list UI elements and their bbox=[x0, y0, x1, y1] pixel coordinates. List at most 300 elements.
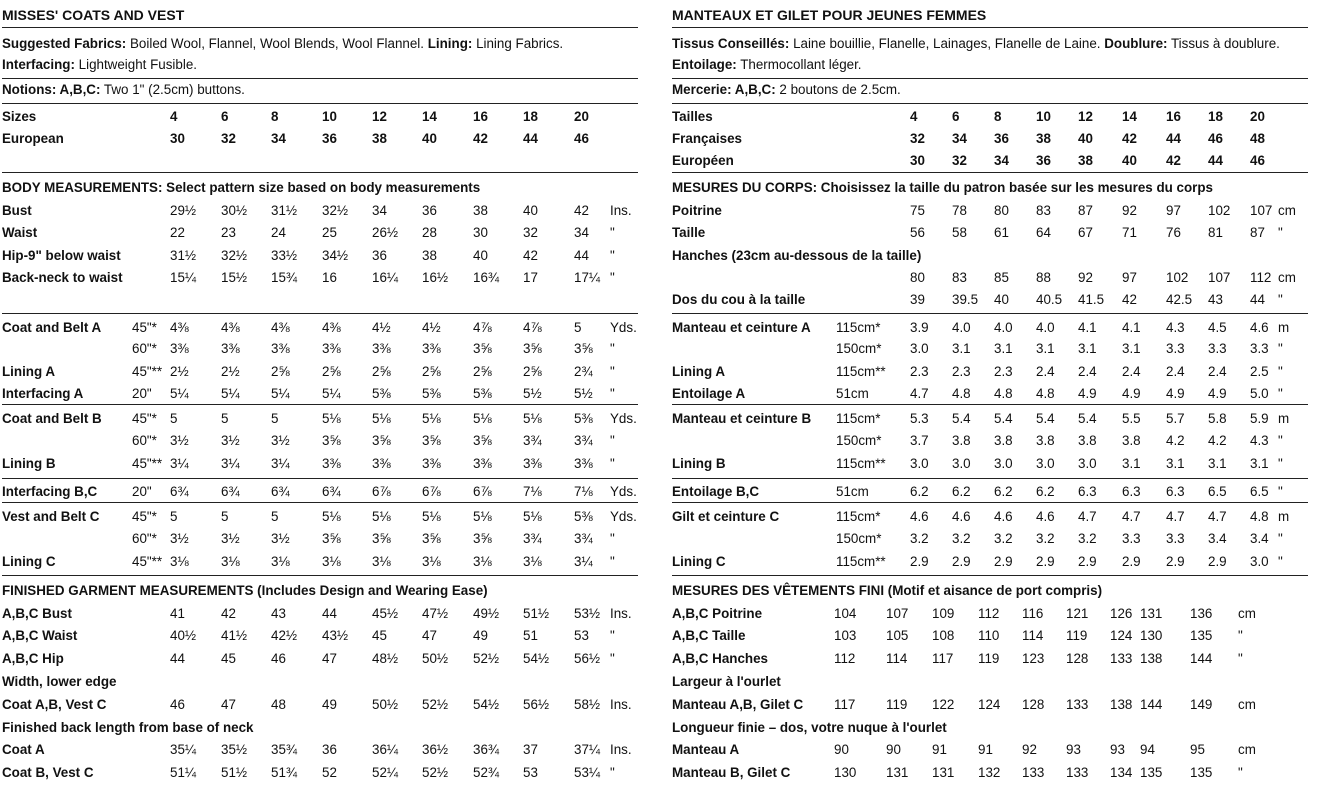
value-cell: 2.4 bbox=[1208, 364, 1227, 379]
value-cell: 131 bbox=[886, 765, 909, 780]
value-cell: 25 bbox=[322, 225, 337, 240]
value-cell: 6.3 bbox=[1078, 484, 1097, 499]
fabrics-label: Tissus Conseillés: bbox=[672, 36, 790, 51]
unit: " bbox=[610, 628, 615, 643]
fabric-width: 60"* bbox=[132, 341, 157, 356]
value-cell: 3.1 bbox=[952, 341, 971, 356]
unit: " bbox=[1278, 484, 1283, 499]
value-cell: 4.9 bbox=[1122, 386, 1141, 401]
row-label: Interfacing A bbox=[2, 386, 84, 401]
value-cell: 16½ bbox=[422, 270, 449, 285]
value-cell: 3⅛ bbox=[271, 554, 290, 569]
value-cell: 16¼ bbox=[372, 270, 399, 285]
value-cell: 114 bbox=[886, 651, 908, 666]
value-cell: 16 bbox=[1166, 109, 1181, 124]
value-cell: 91 bbox=[978, 742, 993, 757]
value-cell: 38 bbox=[473, 203, 488, 218]
value-cell: 3.9 bbox=[910, 320, 929, 335]
value-cell: 3⅜ bbox=[221, 341, 240, 356]
value-cell: 40 bbox=[1078, 131, 1093, 146]
value-cell: 3⅝ bbox=[473, 433, 492, 448]
value-cell: 110 bbox=[978, 628, 1000, 643]
divider bbox=[2, 404, 638, 405]
value-cell: 45½ bbox=[372, 606, 399, 621]
value-cell: 8 bbox=[271, 109, 279, 124]
row-label: Entoilage A bbox=[672, 386, 746, 401]
fabric-width: 115cm** bbox=[836, 364, 886, 379]
fabric-width: 150cm* bbox=[836, 341, 882, 356]
finished-header-text: MESURES DES VÊTEMENTS FINI (Motif et aisance de port compris) bbox=[672, 583, 1103, 598]
value-cell: 3.2 bbox=[994, 531, 1013, 546]
value-cell: 6¾ bbox=[170, 484, 189, 499]
value-cell: 5.4 bbox=[994, 411, 1013, 426]
value-cell: 4.2 bbox=[1208, 433, 1227, 448]
yardage-row bbox=[672, 383, 1308, 405]
yardage-row bbox=[672, 361, 1308, 383]
value-cell: 3⅛ bbox=[322, 554, 341, 569]
value-cell: 92 bbox=[1022, 742, 1037, 757]
value-cell: 49 bbox=[322, 697, 337, 712]
value-cell: 10 bbox=[322, 109, 337, 124]
interfacing bbox=[2, 54, 638, 76]
value-cell: 35½ bbox=[221, 742, 248, 757]
value-cell: 5⅛ bbox=[372, 411, 391, 426]
value-cell: 138 bbox=[1140, 651, 1163, 666]
row-label: Françaises bbox=[672, 131, 742, 146]
sizes-row bbox=[672, 106, 1308, 128]
value-cell: 4.7 bbox=[1078, 509, 1097, 524]
unit: " bbox=[610, 765, 615, 780]
value-cell: 30 bbox=[910, 153, 925, 168]
value-cell: 44 bbox=[1208, 153, 1223, 168]
unit: " bbox=[610, 531, 615, 546]
value-cell: 44 bbox=[322, 606, 337, 621]
value-cell: 3.3 bbox=[1166, 341, 1185, 356]
value-cell: 38 bbox=[1036, 131, 1051, 146]
value-cell: 2.4 bbox=[1036, 364, 1055, 379]
divider bbox=[2, 103, 638, 104]
value-cell: 3.3 bbox=[1122, 531, 1141, 546]
value-cell: 40.5 bbox=[1036, 292, 1063, 307]
value-cell: 2.9 bbox=[1166, 554, 1185, 569]
finished-measurements-header bbox=[2, 580, 638, 602]
length-row bbox=[2, 739, 638, 761]
value-cell: 36 bbox=[322, 742, 337, 757]
value-cell: 104 bbox=[834, 606, 857, 621]
yardage-row bbox=[2, 528, 638, 550]
value-cell: 20 bbox=[574, 109, 589, 124]
value-cell: 124 bbox=[1110, 628, 1133, 643]
value-cell: 6.5 bbox=[1208, 484, 1227, 499]
value-cell: 4.8 bbox=[1036, 386, 1055, 401]
value-cell: 3⅜ bbox=[322, 341, 341, 356]
unit: " bbox=[610, 456, 615, 471]
value-cell: 16 bbox=[473, 109, 488, 124]
row-label: Dos du cou à la taille bbox=[672, 292, 806, 307]
lining-text: Tissus à doublure. bbox=[1167, 36, 1280, 51]
value-cell: 88 bbox=[1036, 270, 1051, 285]
finished-row bbox=[2, 603, 638, 625]
value-cell: 2.4 bbox=[1166, 364, 1185, 379]
value-cell: 2½ bbox=[221, 364, 240, 379]
value-cell: 83 bbox=[1036, 203, 1051, 218]
body-header-text: BODY MEASUREMENTS: Select pattern size based on body measurements bbox=[2, 180, 481, 195]
value-cell: 45 bbox=[221, 651, 236, 666]
row-label: A,B,C Bust bbox=[2, 606, 72, 621]
value-cell: 107 bbox=[1208, 270, 1231, 285]
value-cell: 43½ bbox=[322, 628, 349, 643]
value-cell: 2⅝ bbox=[523, 364, 542, 379]
length-row bbox=[2, 762, 638, 784]
value-cell: 3¼ bbox=[170, 456, 189, 471]
value-cell: 3⅜ bbox=[422, 341, 441, 356]
value-cell: 6⅞ bbox=[473, 484, 492, 499]
value-cell: 102 bbox=[1208, 203, 1231, 218]
value-cell: 105 bbox=[886, 628, 909, 643]
unit: " bbox=[610, 386, 615, 401]
value-cell: 4.8 bbox=[952, 386, 971, 401]
unit: m bbox=[1278, 411, 1290, 426]
divider bbox=[2, 172, 638, 173]
value-cell: 109 bbox=[932, 606, 955, 621]
yardage-row bbox=[2, 481, 638, 503]
value-cell: 42 bbox=[574, 203, 589, 218]
value-cell: 2⅝ bbox=[422, 364, 441, 379]
value-cell: 40 bbox=[422, 131, 437, 146]
value-cell: 2⅝ bbox=[322, 364, 341, 379]
value-cell: 7⅛ bbox=[523, 484, 542, 499]
value-cell: 2.4 bbox=[1078, 364, 1097, 379]
value-cell: 5¼ bbox=[271, 386, 290, 401]
value-cell: 3.1 bbox=[1250, 456, 1269, 471]
fabric-width: 20" bbox=[132, 386, 152, 401]
value-cell: 16 bbox=[322, 270, 337, 285]
value-cell: 3⅝ bbox=[372, 531, 391, 546]
yardage-row bbox=[672, 430, 1308, 452]
row-label: Interfacing B,C bbox=[2, 484, 98, 499]
length-row bbox=[672, 762, 1308, 784]
value-cell: 28 bbox=[422, 225, 437, 240]
value-cell: 138 bbox=[1110, 697, 1133, 712]
value-cell: 29½ bbox=[170, 203, 197, 218]
value-cell: 36 bbox=[1036, 153, 1051, 168]
value-cell: 119 bbox=[1066, 628, 1088, 643]
value-cell: 8 bbox=[994, 109, 1002, 124]
yardage-row bbox=[672, 481, 1308, 503]
value-cell: 4.2 bbox=[1166, 433, 1185, 448]
value-cell: 47 bbox=[422, 628, 437, 643]
value-cell: 4.6 bbox=[910, 509, 929, 524]
value-cell: 40 bbox=[473, 248, 488, 263]
width-label: Width, lower edge bbox=[2, 674, 117, 689]
value-cell: 3.1 bbox=[1208, 456, 1227, 471]
value-cell: 112 bbox=[834, 651, 856, 666]
body-row bbox=[2, 222, 638, 244]
length-row bbox=[672, 739, 1308, 761]
yardage-row bbox=[2, 408, 638, 430]
value-cell: 22 bbox=[170, 225, 185, 240]
unit: Yds. bbox=[610, 484, 637, 499]
yardage-row bbox=[2, 317, 638, 339]
value-cell: 58 bbox=[952, 225, 967, 240]
value-cell: 41½ bbox=[221, 628, 248, 643]
value-cell: 5⅜ bbox=[422, 386, 441, 401]
value-cell: 4½ bbox=[372, 320, 391, 335]
value-cell: 3.0 bbox=[910, 341, 929, 356]
value-cell: 6⅞ bbox=[422, 484, 441, 499]
row-label: Coat A,B, Vest C bbox=[2, 697, 107, 712]
value-cell: 3⅝ bbox=[322, 433, 341, 448]
value-cell: 5¼ bbox=[221, 386, 240, 401]
value-cell: 76 bbox=[1166, 225, 1181, 240]
european-row bbox=[672, 150, 1308, 172]
value-cell: 75 bbox=[910, 203, 925, 218]
fabric-width: 45"** bbox=[132, 364, 163, 379]
unit: " bbox=[610, 554, 615, 569]
value-cell: 3¼ bbox=[574, 554, 593, 569]
value-cell: 2½ bbox=[170, 364, 189, 379]
value-cell: 58½ bbox=[574, 697, 601, 712]
value-cell: 2.9 bbox=[1208, 554, 1227, 569]
yardage-row bbox=[672, 338, 1308, 360]
value-cell: 3⅛ bbox=[473, 554, 492, 569]
unit: " bbox=[610, 651, 615, 666]
unit: " bbox=[1278, 225, 1283, 240]
value-cell: 5.0 bbox=[1250, 386, 1269, 401]
value-cell: 4.8 bbox=[1250, 509, 1269, 524]
value-cell: 32½ bbox=[322, 203, 349, 218]
value-cell: 80 bbox=[910, 270, 925, 285]
unit: " bbox=[1278, 341, 1283, 356]
value-cell: 37 bbox=[523, 742, 538, 757]
value-cell: 114 bbox=[1022, 628, 1044, 643]
value-cell: 2⅝ bbox=[271, 364, 290, 379]
value-cell: 52½ bbox=[422, 697, 449, 712]
row-label: Manteau A,B, Gilet C bbox=[672, 697, 804, 712]
unit: " bbox=[1238, 765, 1243, 780]
value-cell: 130 bbox=[1140, 628, 1163, 643]
value-cell: 3⅜ bbox=[271, 341, 290, 356]
value-cell: 3⅜ bbox=[372, 341, 391, 356]
chart-title-text: MISSES' COATS AND VEST bbox=[2, 7, 185, 23]
value-cell: 3½ bbox=[271, 531, 290, 546]
value-cell: 50½ bbox=[422, 651, 449, 666]
value-cell: 135 bbox=[1140, 765, 1163, 780]
value-cell: 5¼ bbox=[322, 386, 341, 401]
yardage-row bbox=[2, 338, 638, 360]
value-cell: 122 bbox=[932, 697, 955, 712]
fabric-width: 20" bbox=[132, 484, 152, 499]
value-cell: 18 bbox=[523, 109, 538, 124]
value-cell: 6.5 bbox=[1250, 484, 1269, 499]
value-cell: 3.8 bbox=[1122, 433, 1141, 448]
value-cell: 3⅝ bbox=[422, 531, 441, 546]
value-cell: 6.3 bbox=[1166, 484, 1185, 499]
length-label bbox=[2, 717, 638, 739]
value-cell: 49½ bbox=[473, 606, 500, 621]
value-cell: 5⅛ bbox=[322, 509, 341, 524]
value-cell: 124 bbox=[978, 697, 1001, 712]
row-label: European bbox=[2, 131, 64, 146]
yardage-row bbox=[672, 408, 1308, 430]
value-cell: 4.0 bbox=[1036, 320, 1055, 335]
value-cell: 3.1 bbox=[1122, 456, 1141, 471]
row-label: Tailles bbox=[672, 109, 713, 124]
length-label-text: Longueur finie – dos, votre nuque à l'ourlet bbox=[672, 720, 947, 735]
body-row bbox=[2, 245, 638, 267]
value-cell: 39.5 bbox=[952, 292, 979, 307]
value-cell: 32 bbox=[952, 153, 967, 168]
value-cell: 10 bbox=[1036, 109, 1051, 124]
value-cell: 4.3 bbox=[1250, 433, 1269, 448]
value-cell: 52¼ bbox=[372, 765, 399, 780]
value-cell: 49 bbox=[473, 628, 488, 643]
value-cell: 15½ bbox=[221, 270, 248, 285]
fabric-width: 51cm bbox=[836, 484, 869, 499]
value-cell: 42 bbox=[221, 606, 236, 621]
value-cell: 4⅞ bbox=[523, 320, 542, 335]
value-cell: 2⅝ bbox=[372, 364, 391, 379]
value-cell: 117 bbox=[932, 651, 954, 666]
value-cell: 6 bbox=[952, 109, 960, 124]
value-cell: 42.5 bbox=[1166, 292, 1193, 307]
unit: cm bbox=[1238, 697, 1256, 712]
value-cell: 6¾ bbox=[221, 484, 240, 499]
value-cell: 12 bbox=[1078, 109, 1093, 124]
value-cell: 128 bbox=[1066, 651, 1089, 666]
value-cell: 3½ bbox=[221, 531, 240, 546]
value-cell: 41 bbox=[170, 606, 185, 621]
divider bbox=[672, 502, 1308, 503]
value-cell: 5⅛ bbox=[372, 509, 391, 524]
body-row bbox=[672, 200, 1308, 222]
value-cell: 31½ bbox=[170, 248, 197, 263]
value-cell: 5.7 bbox=[1166, 411, 1185, 426]
value-cell: 2.9 bbox=[910, 554, 929, 569]
yardage-row bbox=[2, 453, 638, 475]
row-label: Lining A bbox=[2, 364, 56, 379]
value-cell: 38 bbox=[422, 248, 437, 263]
value-cell: 42 bbox=[1166, 153, 1181, 168]
value-cell: 5 bbox=[221, 411, 229, 426]
fabric-width: 150cm* bbox=[836, 531, 882, 546]
value-cell: 42 bbox=[473, 131, 488, 146]
value-cell: 3½ bbox=[271, 433, 290, 448]
body-measurements-header bbox=[2, 177, 638, 199]
unit: Ins. bbox=[610, 697, 632, 712]
value-cell: 97 bbox=[1122, 270, 1137, 285]
unit: cm bbox=[1278, 203, 1296, 218]
value-cell: 131 bbox=[932, 765, 955, 780]
fabric-width: 45"** bbox=[132, 456, 163, 471]
unit: " bbox=[610, 270, 615, 285]
value-cell: 3½ bbox=[221, 433, 240, 448]
value-cell: 4.7 bbox=[1208, 509, 1227, 524]
value-cell: 3⅛ bbox=[170, 554, 189, 569]
value-cell: 4⅜ bbox=[271, 320, 290, 335]
value-cell: 4.6 bbox=[994, 509, 1013, 524]
value-cell: 3¾ bbox=[574, 531, 593, 546]
value-cell: 107 bbox=[1250, 203, 1273, 218]
value-cell: 2.4 bbox=[1122, 364, 1141, 379]
value-cell: 34 bbox=[271, 131, 286, 146]
value-cell: 42 bbox=[1122, 131, 1137, 146]
value-cell: 3⅜ bbox=[170, 341, 189, 356]
value-cell: 3.3 bbox=[1250, 341, 1269, 356]
value-cell: 3⅝ bbox=[372, 433, 391, 448]
row-label: A,B,C Hip bbox=[2, 651, 64, 666]
value-cell: 15¾ bbox=[271, 270, 298, 285]
value-cell: 5⅜ bbox=[372, 386, 391, 401]
value-cell: 37¼ bbox=[574, 742, 601, 757]
length-label bbox=[672, 717, 1308, 739]
fabric-width: 45"* bbox=[132, 411, 157, 426]
value-cell: 36½ bbox=[422, 742, 449, 757]
dos-row bbox=[672, 289, 1308, 311]
value-cell: 135 bbox=[1190, 765, 1213, 780]
divider bbox=[672, 27, 1308, 28]
value-cell: 34½ bbox=[322, 248, 349, 263]
value-cell: 3⅜ bbox=[422, 456, 441, 471]
value-cell: 43 bbox=[1208, 292, 1223, 307]
value-cell: 5 bbox=[271, 411, 279, 426]
value-cell: 6.2 bbox=[952, 484, 971, 499]
value-cell: 5.4 bbox=[1078, 411, 1097, 426]
unit: " bbox=[1278, 386, 1283, 401]
fabric-width: 45"** bbox=[132, 554, 163, 569]
value-cell: 2.9 bbox=[1078, 554, 1097, 569]
value-cell: 5⅛ bbox=[322, 411, 341, 426]
row-label: Lining A bbox=[672, 364, 726, 379]
value-cell: 6¾ bbox=[271, 484, 290, 499]
value-cell: 7⅛ bbox=[574, 484, 593, 499]
unit: " bbox=[1278, 292, 1283, 307]
fabric-width: 115cm* bbox=[836, 509, 881, 524]
value-cell: 6.2 bbox=[1036, 484, 1055, 499]
value-cell: 12 bbox=[372, 109, 387, 124]
divider bbox=[2, 478, 638, 479]
value-cell: 3.8 bbox=[1078, 433, 1097, 448]
divider bbox=[2, 27, 638, 28]
value-cell: 4.6 bbox=[952, 509, 971, 524]
fabric-width: 115cm* bbox=[836, 411, 881, 426]
value-cell: 2.3 bbox=[910, 364, 929, 379]
value-cell: 51½ bbox=[221, 765, 248, 780]
value-cell: 5.5 bbox=[1122, 411, 1141, 426]
value-cell: 39 bbox=[910, 292, 925, 307]
value-cell: 87 bbox=[1078, 203, 1093, 218]
value-cell: 3⅝ bbox=[322, 531, 341, 546]
lining-text: Lining Fabrics. bbox=[472, 36, 564, 51]
unit: " bbox=[1278, 554, 1283, 569]
value-cell: 3.7 bbox=[910, 433, 929, 448]
value-cell: 3¼ bbox=[271, 456, 290, 471]
row-label: Manteau et ceinture B bbox=[672, 411, 812, 426]
unit: Yds. bbox=[610, 411, 637, 426]
value-cell: 3.3 bbox=[1208, 341, 1227, 356]
value-cell: 20 bbox=[1250, 109, 1265, 124]
value-cell: 5½ bbox=[523, 386, 542, 401]
value-cell: 4⅜ bbox=[221, 320, 240, 335]
value-cell: 133 bbox=[1110, 651, 1133, 666]
value-cell: 16¾ bbox=[473, 270, 500, 285]
value-cell: 85 bbox=[994, 270, 1009, 285]
row-label: Hip-9" below waist bbox=[2, 248, 121, 263]
value-cell: 6⅞ bbox=[372, 484, 391, 499]
value-cell: 5⅛ bbox=[422, 411, 441, 426]
interfacing-text: Lightweight Fusible. bbox=[74, 57, 197, 72]
value-cell: 33½ bbox=[271, 248, 298, 263]
